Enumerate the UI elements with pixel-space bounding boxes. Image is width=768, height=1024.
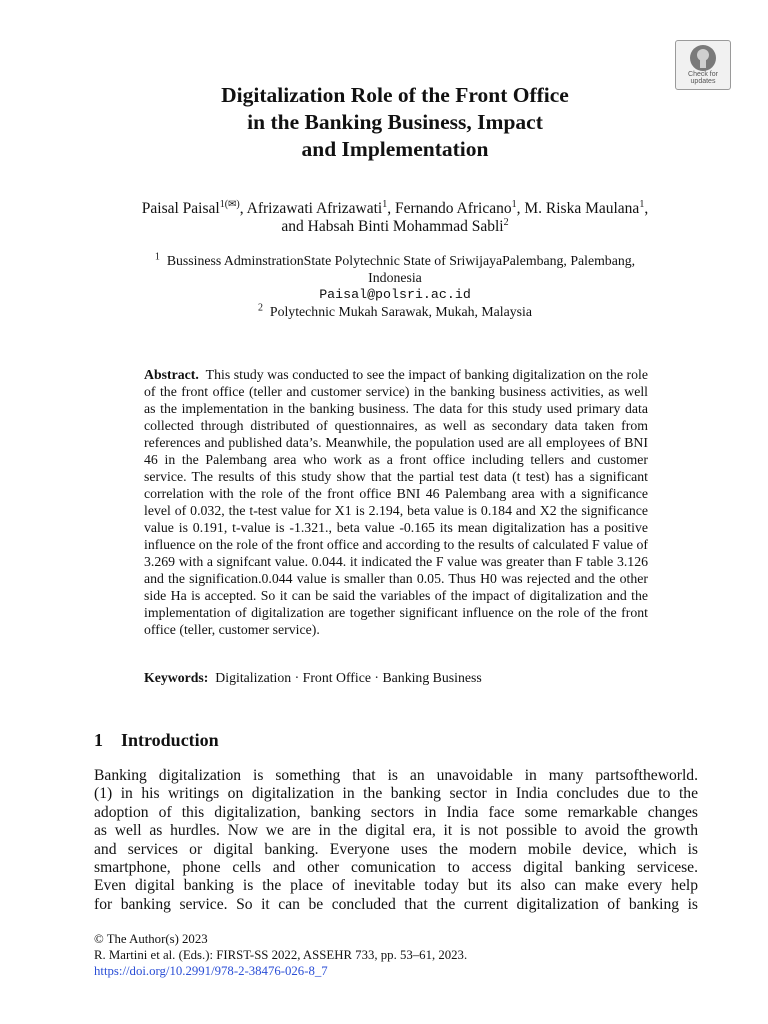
introduction-paragraph [94, 767, 698, 914]
title-line: Digitalization Role of the Front Office [221, 83, 569, 107]
author-name: and Habsah Binti Mohammad Sabli [281, 218, 504, 235]
affiliations [0, 252, 768, 320]
abstract-text: This study was conducted to see the impact of banking digitalization on the role of the front office (teller and customer service) in the banking business activities, as well as the implementation in the banking business. The data for this study used primary data collected through distributed of questionnaires, as well as secondary data taken from references and published data’s. Meanwhile, the population used are all employees of BNI 46 in the Palembang area who work as a front office including tellers and customer service. The results of this study show that the partial test data (t test) has a significant correlation with the role of the front office BNI 46 Palembang area with a significance level of 0.032, the t-test value for X1 is 2.194, beta value is 0.184 and X2 the significance value is 0.191, t-value is -1.321., beta value -0.165 its mean digitalization has a positive influence on the role of the front office and according to the results of calculated F value of 3.269 with a signifcant value. 0.044. it indicated the F value was greater than F table 3.126 and the signification.0.044 value is smaller than 0.05. Thus H0 was rejected and the other side Ha is accepted. So it can be said the variables of the impact of digitalization and the implementation of digitalization are together significant influence on the role of the front office (teller, customer service). [144, 367, 648, 637]
author-sup: 1 [511, 198, 517, 210]
copyright: © The Author(s) 2023 [94, 932, 208, 946]
author-name: Paisal Paisal [141, 200, 220, 217]
crossmark-icon [690, 45, 716, 71]
author-name: , Fernando Africano [387, 200, 512, 217]
paragraph-line: smartphone, phone cells and other comunication to access digital banking servicese. [94, 859, 698, 877]
author-sup: 2 [503, 216, 509, 228]
keywords-text: Digitalization · Front Office · Banking Business [215, 670, 482, 685]
author-list [0, 200, 768, 236]
keywords [144, 669, 482, 686]
badge-line2: updates [690, 78, 716, 85]
title-line: and Implementation [301, 137, 489, 161]
section-heading-introduction [94, 730, 219, 751]
author-line-2 [0, 218, 768, 236]
paper-title [0, 82, 768, 163]
author-line-1 [0, 200, 768, 218]
abstract-label: Abstract. [144, 367, 199, 382]
doi-link[interactable]: https://doi.org/10.2991/978-2-38476-026-8_7 [94, 964, 328, 978]
affiliation-sup: 2 [258, 302, 263, 314]
affiliation-1-line1: Bussiness AdminstrationState Polytechnic State of SriwijayaPalembang, Palembang, [166, 253, 636, 268]
author-sup: 1 [639, 198, 645, 210]
affiliation-2 [0, 303, 768, 320]
affiliation-1-line2: Indonesia [368, 270, 422, 285]
affiliation-1 [0, 252, 768, 269]
paragraph-line: for banking service. So it can be concluded that the current digitalization of banking is [94, 895, 698, 913]
author-sup: 1(✉) [219, 198, 240, 210]
title-line: in the Banking Business, Impact [247, 110, 543, 134]
paragraph-line: (1) in his writings on digitalization in the banking sector in India concludes due to the [94, 785, 698, 803]
affiliation-sup: 1 [154, 251, 160, 263]
paragraph-line: Even digital banking is the place of inevitable today but its also can make every help [94, 877, 698, 895]
abstract [144, 366, 648, 638]
citation: R. Martini et al. (Eds.): FIRST-SS 2022, ASSEHR 733, pp. 53–61, 2023. [94, 948, 468, 962]
paragraph-line: adoption of this digitalization, banking sectors in India face some remarkable changes [94, 803, 698, 821]
footer [94, 931, 467, 979]
section-number: 1 [94, 730, 103, 750]
paragraph-line: Banking digitalization is something that is an unavoidable in many partsoftheworld. [94, 767, 698, 784]
author-email[interactable]: Paisal@polsri.ac.id [319, 287, 471, 302]
keywords-label: Keywords: [144, 670, 209, 685]
author-separator: , [644, 200, 649, 217]
author-sup: 1 [382, 198, 388, 210]
badge-line1: Check for [688, 71, 718, 78]
author-name: , M. Riska Maulana [516, 200, 640, 217]
section-title: Introduction [121, 730, 219, 750]
paragraph-line: and services or digital banking. Everyone uses the modern mobile device, which is [94, 840, 698, 858]
paragraph-line: as well as hurdles. Now we are in the digital era, it is not possible to avoid the growth [94, 822, 698, 840]
affiliation-2-text: Polytechnic Mukah Sarawak, Mukah, Malaysia [269, 304, 532, 319]
author-name: , Afrizawati Afrizawati [239, 200, 383, 217]
